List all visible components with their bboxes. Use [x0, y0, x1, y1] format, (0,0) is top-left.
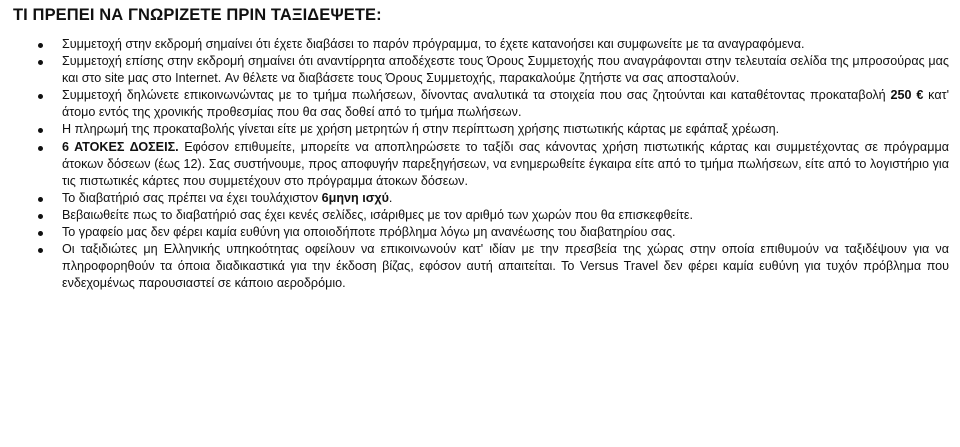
item-text: Το γραφείο μας δεν φέρει καμία ευθύνη για οποιοδήποτε πρόβλημα λόγω μη ανανέωσης του διαβατηρίου σας.	[62, 225, 676, 240]
list-item	[62, 224, 949, 241]
item-text-after: κατ' άτομο εντός της χρονικής προθεσμίας που θα σας δοθεί από το τμήμα πωλήσεων.	[62, 88, 949, 120]
item-text: Συμμετοχή επίσης στην εκδρομή σημαίνει ότι αναντίρρητα αποδέχεστε τους Όρους Συμμετοχής που αναγράφονται στην τελευταία σελίδα της μπροσούρας μας και στο site μας στο Internet. Αν θέλετε να διαβάσετε τους Όρους Συμμετοχής, παρακαλούμε ζητήστε να σας αποσταλούν.	[62, 54, 949, 86]
item-text-after: Εφόσον επιθυμείτε, μπορείτε να αποπληρώσετε το ταξίδι σας κάνοντας χρήση πιστωτικής κάρτας και συμμετέχοντας σε πρόγραμμα άτοκων δόσεων (έως 12). Σας συστήνουμε, προς αποφυγήν παρεξηγήσεων, να ενημερωθείτε έγκαιρα είτε από το τμήμα πωλήσεων, είτε από το λογιστήριο για τις πιστωτικές κάρτες που συμμετέχουν στο πρόγραμμα άτοκων δόσεων.	[62, 139, 949, 188]
list-item	[62, 121, 949, 138]
list-item	[62, 241, 949, 292]
list-item	[62, 87, 949, 121]
list-item	[62, 207, 949, 224]
deposit-amount: 250 €	[890, 88, 924, 103]
item-text-before: Το διαβατήριό σας πρέπει να έχει τουλάχιστον	[62, 190, 322, 205]
item-text-after: .	[388, 190, 393, 205]
page-title: ΤΙ ΠΡΕΠΕΙ ΝΑ ΓΝΩΡΙΖΕΤΕ ΠΡΙΝ ΤΑΞΙΔΕΨΕΤΕ:	[13, 6, 382, 24]
list-item	[62, 190, 949, 207]
item-text: Η πληρωμή της προκαταβολής γίνεται είτε με χρήση μετρητών ή στην περίπτωση χρήσης πιστωτικής κάρτας με εφάπαξ χρέωση.	[62, 122, 780, 137]
item-text-before: Συμμετοχή δηλώνετε επικοινωνώντας με το τμήμα πωλήσεων, δίνοντας αναλυτικά τα στοιχεία που σας ζητούνται και καταθέτοντας προκαταβολή	[62, 88, 891, 103]
item-text: Βεβαιωθείτε πως το διαβατήριό σας έχει κενές σελίδες, ισάριθμες με τον αριθμό των χωρών που θα επισκεφθείτε.	[62, 207, 693, 222]
info-list	[0, 36, 960, 292]
item-text: Συμμετοχή στην εκδρομή σημαίνει ότι έχετε διαβάσει το παρόν πρόγραμμα, το έχετε κατανοήσει και συμφωνείτε με τα αναγραφόμενα.	[62, 37, 805, 51]
list-item	[62, 36, 949, 53]
item-text: Οι ταξιδιώτες μη Ελληνικής υπηκοότητας οφείλουν να επικοινωνούν κατ' ιδίαν με την πρεσβεία της χώρας στην οποία επιθυμούν να ταξιδέψουν για να πληροφορηθούν τα όποια διαδικαστικά για την έκδοση βίζας, εφόσον αυτή απαιτείται. Το Versus Travel δεν φέρει καμία ευθύνη για τυχόν πρόβλημα που ενδεχομένως παρουσιαστεί σε κάποιο αεροδρόμιο.	[62, 242, 949, 291]
list-item	[62, 139, 949, 190]
list-item	[62, 53, 949, 87]
installments-heading: 6 ΑΤΟΚΕΣ ΔΟΣΕΙΣ.	[62, 139, 179, 154]
passport-validity: 6μηνη ισχύ	[321, 190, 389, 205]
